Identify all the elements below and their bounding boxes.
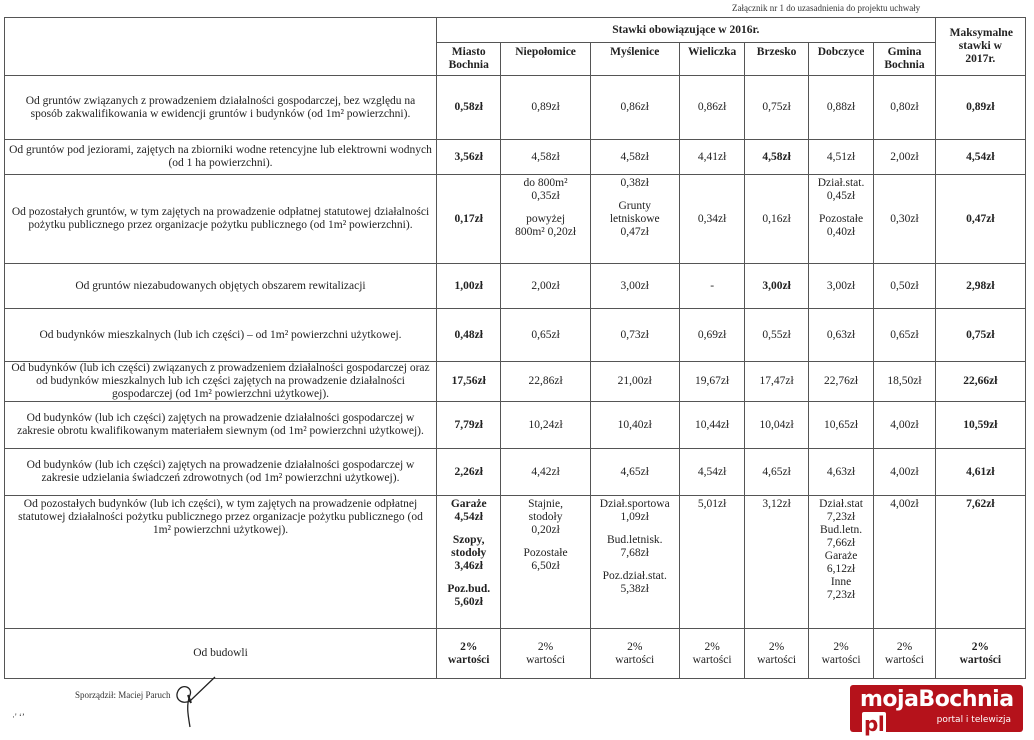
max-rate-cell: 22,66zł xyxy=(935,362,1025,402)
table-row xyxy=(5,309,1026,362)
rate-cell: 0,63zł xyxy=(808,309,874,362)
rate-cell: 2,00zł xyxy=(874,140,935,175)
rate-cell: 3,00zł xyxy=(590,264,679,309)
cell-gap xyxy=(441,524,496,534)
rate-cell: - xyxy=(679,264,745,309)
row-label: Od budynków mieszkalnych (lub ich części) – od 1m² powierzchni użytkowej. xyxy=(5,309,437,362)
cell-line: wartości xyxy=(526,653,566,666)
max-rate-cell: 7,62zł xyxy=(935,496,1025,629)
rate-cell xyxy=(590,629,679,679)
cell-line: Pozostałe xyxy=(819,213,864,225)
max-rate-cell: 0,47zł xyxy=(935,175,1025,264)
cell-line: 2% xyxy=(627,640,643,653)
rate-cell: 17,56zł xyxy=(437,362,501,402)
max-rate-cell: 10,59zł xyxy=(935,402,1025,449)
rate-cell: 3,56zł xyxy=(437,140,501,175)
rate-cell: 0,86zł xyxy=(679,76,745,140)
table-row xyxy=(5,76,1026,140)
rate-cell: 4,65zł xyxy=(745,449,808,496)
cell-line: 6,12zł xyxy=(826,563,856,575)
rate-cell: 0,17zł xyxy=(437,175,501,264)
cell-gap xyxy=(505,203,585,213)
max-rate-cell: 2,98zł xyxy=(935,264,1025,309)
rate-cell: 0,80zł xyxy=(874,76,935,140)
cell-line: 5,60zł xyxy=(454,596,483,608)
rate-cell: 0,73zł xyxy=(590,309,679,362)
cell-line: Dział.stat. xyxy=(817,177,865,189)
row-label: Od pozostałych gruntów, w tym zajętych na prowadzenie odpłatnej statutowej działalności pożytku publicznego przez organizacje pożytku publicznego (od 1m² powierzchni). xyxy=(5,175,437,264)
cell-line: 2% xyxy=(971,640,989,653)
cell-gap xyxy=(505,537,585,547)
cell-line: 0,40zł xyxy=(826,226,856,238)
rate-cell: 4,00zł xyxy=(874,496,935,629)
rate-cell: 3,00zł xyxy=(745,264,808,309)
rate-cell: 4,00zł xyxy=(874,449,935,496)
cell-line: 0,20zł xyxy=(531,524,560,536)
column-header: Miasto Bochnia xyxy=(437,43,501,76)
row-label: Od pozostałych budynków (lub ich części), w tym zajętych na prowadzenie odpłatnej statutowej działalności pożytku publicznego przez organizacje pożytku publicznego (od 1m² powierzchni użytkowej). xyxy=(5,496,437,629)
cell-line: stodoły xyxy=(528,511,563,523)
rate-cell: 22,76zł xyxy=(808,362,874,402)
cell-gap xyxy=(595,560,675,570)
cell-line: 7,23zł xyxy=(826,589,856,601)
cell-line: do 800m² xyxy=(523,177,568,189)
rate-cell: 10,65zł xyxy=(808,402,874,449)
rate-cell xyxy=(590,175,679,264)
rate-cell: 5,01zł xyxy=(679,496,745,629)
logo-name: mojaBochnia xyxy=(860,687,1014,712)
rate-cell: 0,75zł xyxy=(745,76,808,140)
rate-cell xyxy=(745,629,808,679)
cell-gap xyxy=(441,573,496,583)
rate-cell: 0,88zł xyxy=(808,76,874,140)
rate-cell: 0,48zł xyxy=(437,309,501,362)
table-row xyxy=(5,264,1026,309)
row-label: Od budowli xyxy=(5,629,437,679)
rate-cell: 2,26zł xyxy=(437,449,501,496)
rate-cell: 4,51zł xyxy=(808,140,874,175)
cell-line: 7,23zł xyxy=(826,511,856,523)
rate-cell: 22,86zł xyxy=(501,362,590,402)
max-rate-cell: 0,75zł xyxy=(935,309,1025,362)
rate-cell xyxy=(437,496,501,629)
table-row xyxy=(5,449,1026,496)
rate-cell: 1,00zł xyxy=(437,264,501,309)
column-header: Brzesko xyxy=(745,43,808,76)
row-label: Od budynków (lub ich części) zajętych na prowadzenie działalności gospodarczej w zakresie udzielania świadczeń zdrowotnych (od 1m² powierzchni użytkowej). xyxy=(5,449,437,496)
cell-line: wartości xyxy=(821,653,861,666)
rate-cell: 0,55zł xyxy=(745,309,808,362)
logo-suffix: pl xyxy=(864,712,885,736)
table-row xyxy=(5,175,1026,264)
row-label: Od budynków (lub ich części) związanych z prowadzeniem działalności gospodarczej oraz od budynków mieszkalnych lub ich części zajętych na prowadzenie działalności gospodarczej (od 1m² powierzchni użytkowej). xyxy=(5,362,437,402)
rate-cell xyxy=(501,629,590,679)
cell-gap xyxy=(595,524,675,534)
cell-line: wartości xyxy=(447,653,490,666)
rate-cell: 3,00zł xyxy=(808,264,874,309)
rate-cell xyxy=(808,496,874,629)
cell-line: 2% xyxy=(537,640,554,653)
rate-cell: 4,58zł xyxy=(501,140,590,175)
rate-cell xyxy=(808,175,874,264)
rate-cell xyxy=(590,496,679,629)
row-label: Od gruntów pod jeziorami, zajętych na zbiorniki wodne retencyjne lub elektrowni wodnych (od 1 ha powierzchni). xyxy=(5,140,437,175)
rate-cell: 4,42zł xyxy=(501,449,590,496)
rate-cell xyxy=(501,496,590,629)
cell-line: Dział.sportowa xyxy=(599,498,670,510)
column-header: Gmina Bochnia xyxy=(874,43,935,76)
cell-line: Bud.letn. xyxy=(819,524,863,536)
cell-line: 2% xyxy=(460,640,478,653)
rate-cell xyxy=(501,175,590,264)
cell-line: wartości xyxy=(615,653,655,666)
cell-line: 3,46zł xyxy=(454,560,483,572)
max-rate-cell: 0,89zł xyxy=(935,76,1025,140)
prepared-by: Sporządził: Maciej Paruch xyxy=(75,690,171,700)
logo-tagline: portal i telewizja xyxy=(936,715,1011,725)
column-header: Niepołomice xyxy=(501,43,590,76)
cell-line: wartości xyxy=(959,653,1002,666)
cell-line: 5,38zł xyxy=(620,583,649,595)
cell-line: Grunty xyxy=(618,200,652,212)
max-rate-cell: 4,54zł xyxy=(935,140,1025,175)
row-label: Od gruntów niezabudowanych objętych obszarem rewitalizacji xyxy=(5,264,437,309)
cell-line: Inne xyxy=(830,576,852,588)
rate-cell: 17,47zł xyxy=(745,362,808,402)
rate-cell xyxy=(874,629,935,679)
row-label: Od budynków (lub ich części) zajętych na prowadzenie działalności gospodarczej w zakresie obrotu kwalifikowanym materiałem siewnym (od 1m² powierzchni użytkowej). xyxy=(5,402,437,449)
rate-cell: 0,58zł xyxy=(437,76,501,140)
rate-cell: 0,16zł xyxy=(745,175,808,264)
cell-line: 2% xyxy=(896,640,913,653)
cell-line: wartości xyxy=(885,653,924,666)
rate-cell: 4,58zł xyxy=(745,140,808,175)
cell-line: Szopy, xyxy=(452,534,485,546)
rate-cell: 7,79zł xyxy=(437,402,501,449)
cell-line: 7,66zł xyxy=(826,537,856,549)
cell-line: powyżej xyxy=(526,213,566,225)
scan-marks: ·' ʻʼ xyxy=(12,712,25,722)
corner-blank xyxy=(5,18,437,76)
rate-cell: 19,67zł xyxy=(679,362,745,402)
rate-cell xyxy=(679,629,745,679)
cell-line: 2% xyxy=(833,640,849,653)
rate-cell: 4,65zł xyxy=(590,449,679,496)
cell-gap xyxy=(595,190,675,200)
cell-line: stodoły xyxy=(451,547,487,559)
cell-line: 800m² 0,20zł xyxy=(515,226,577,238)
cell-line: 1,09zł xyxy=(620,511,649,523)
rate-cell: 0,69zł xyxy=(679,309,745,362)
table-row xyxy=(5,362,1026,402)
rate-cell xyxy=(808,629,874,679)
rate-cell: 18,50zł xyxy=(874,362,935,402)
cell-line: 0,47zł xyxy=(620,226,649,238)
table-body xyxy=(5,76,1026,679)
column-header: Dobczyce xyxy=(808,43,874,76)
cell-line: Poz.bud. xyxy=(447,583,491,595)
rate-cell: 10,04zł xyxy=(745,402,808,449)
cell-line: Garaże xyxy=(824,550,858,562)
column-header: Wieliczka xyxy=(679,43,745,76)
rate-cell: 0,30zł xyxy=(874,175,935,264)
signature-mark xyxy=(160,675,220,735)
rate-cell: 0,50zł xyxy=(874,264,935,309)
table-row xyxy=(5,140,1026,175)
rate-cell: 3,12zł xyxy=(745,496,808,629)
rate-cell: 10,24zł xyxy=(501,402,590,449)
rate-cell: 4,58zł xyxy=(590,140,679,175)
rate-cell: 10,40zł xyxy=(590,402,679,449)
column-header: Myślenice xyxy=(590,43,679,76)
row-label: Od gruntów związanych z prowadzeniem działalności gospodarczej, bez względu na sposób zakwalifikowania w ewidencji gruntów i budynków (od 1m² powierzchni). xyxy=(5,76,437,140)
rate-cell: 0,65zł xyxy=(874,309,935,362)
cell-line: Garaże xyxy=(450,498,487,510)
cell-line: Stajnie, xyxy=(528,498,563,510)
cell-line: letniskowe xyxy=(609,213,660,225)
cell-line: 7,68zł xyxy=(620,547,649,559)
cell-line: wartości xyxy=(692,653,732,666)
cell-line: wartości xyxy=(757,653,797,666)
rate-cell: 4,41zł xyxy=(679,140,745,175)
mojabochnia-logo xyxy=(850,685,1023,736)
rate-cell xyxy=(437,629,501,679)
group-header-2016: Stawki obowiązujące w 2016r. xyxy=(437,18,936,43)
cell-line: Pozostałe xyxy=(523,547,568,559)
cell-gap xyxy=(813,203,870,213)
cell-line: 0,45zł xyxy=(826,190,856,202)
annex-note: Załącznik nr 1 do uzasadnienia do projektu uchwały xyxy=(732,3,921,13)
rate-cell: 0,65zł xyxy=(501,309,590,362)
cell-line: Bud.letnisk. xyxy=(606,534,663,546)
cell-line: Poz.dział.stat. xyxy=(602,570,667,582)
rate-cell: 4,54zł xyxy=(679,449,745,496)
rate-cell: 2,00zł xyxy=(501,264,590,309)
max-rate-cell: 4,61zł xyxy=(935,449,1025,496)
rate-cell: 21,00zł xyxy=(590,362,679,402)
rate-cell: 4,63zł xyxy=(808,449,874,496)
rate-cell: 0,86zł xyxy=(590,76,679,140)
table-row xyxy=(5,402,1026,449)
rate-cell: 10,44zł xyxy=(679,402,745,449)
rate-cell: 0,34zł xyxy=(679,175,745,264)
max-rate-cell xyxy=(935,629,1025,679)
cell-line: 4,54zł xyxy=(454,511,483,523)
tax-rates-table xyxy=(4,17,1026,679)
cell-line: 0,38zł xyxy=(620,177,649,189)
table-row xyxy=(5,496,1026,629)
cell-line: 2% xyxy=(704,640,720,653)
rate-cell: 4,00zł xyxy=(874,402,935,449)
table-row xyxy=(5,629,1026,679)
max-rate-header: Maksymalne stawki w 2017r. xyxy=(935,18,1025,76)
cell-line: 6,50zł xyxy=(531,560,560,572)
cell-line: 2% xyxy=(768,640,785,653)
rate-cell: 0,89zł xyxy=(501,76,590,140)
cell-line: Dział.stat xyxy=(819,498,863,510)
cell-line: 0,35zł xyxy=(531,190,560,202)
